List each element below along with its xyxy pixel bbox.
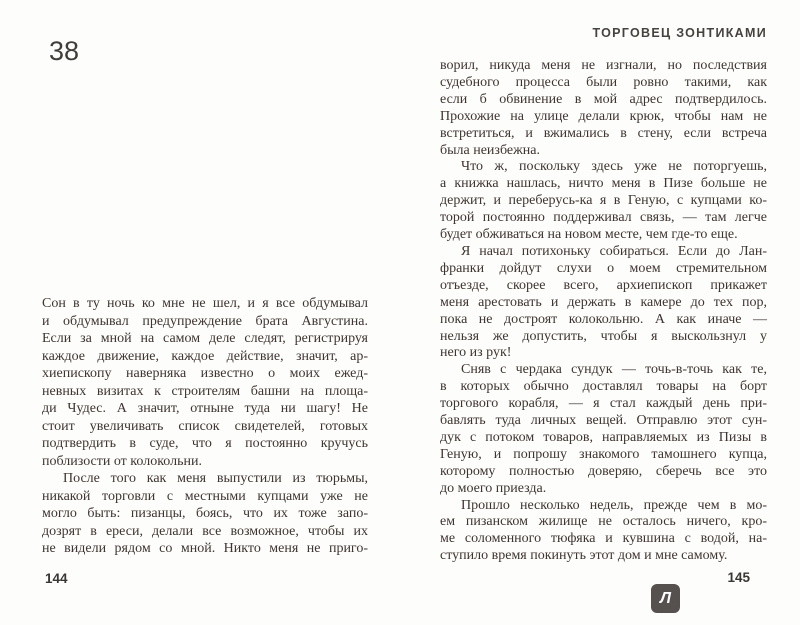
text-line: торой постоянно поддерживал связь, — там легче <box>440 210 767 226</box>
text-line: пока не достроят колокольню. А как иначе — <box>440 311 767 327</box>
text-line: встретиться, и вжимались в стену, если встреча <box>440 125 767 141</box>
text-line: Сняв с чердака сундук — точь-в-точь как те, <box>461 362 767 378</box>
text-line: хиепископу наверняка известно о моих ежед- <box>42 366 368 381</box>
text-line: Прохожие на улице делали крюк, чтобы нам не <box>440 108 767 124</box>
text-line: Я начал потихоньку собираться. Если до Лан- <box>461 243 767 259</box>
text-line: отъезде, скорее всего, архиепископ прикажет <box>440 277 767 293</box>
text-line: Геную, и попрошу знакомого тамошнего купца, <box>440 446 767 462</box>
text-line: держит, и переберусь-ка я в Геную, с купцами ко- <box>440 193 767 209</box>
bookstore-watermark-logo: Л <box>651 584 680 613</box>
text-line: ме соломенного тюфяка и кувшина с водой, на- <box>440 531 767 547</box>
left-page-number: 144 <box>45 571 68 586</box>
text-line: торгового корабля, — я стал каждый день при- <box>440 396 767 412</box>
text-line: стоит увеличивать список свидетелей, готовых <box>42 418 368 434</box>
text-line: будет обживаться на новом месте, чем где-то еще. <box>440 227 738 243</box>
text-line: франки дойдут слухи о моем стремительном <box>440 260 767 276</box>
text-line: могло быть: пизанцы, боясь, что их тоже запо- <box>42 506 368 521</box>
text-line: судебного процесса были ровно такими, как <box>440 74 767 90</box>
text-line: до моего приезда. <box>440 480 547 496</box>
text-line: была неизбежна. <box>440 142 540 158</box>
text-line: в которых обычно доставлял товары на борт <box>440 379 767 395</box>
text-line: бавлять туда личных вещей. Отправлю этот сун- <box>440 413 767 429</box>
text-line: невных визитах к строителям башни на площа- <box>42 383 368 399</box>
text-line: ворил, никуда меня не изгнали, но последствия <box>440 58 767 73</box>
text-line: него из рук! <box>440 345 512 361</box>
left-page-text <box>42 295 368 558</box>
text-line: каждое движение, каждое действие, значит, ар- <box>42 348 368 364</box>
text-line: ди Чудес. А значит, отныне туда ни шагу! Не <box>42 401 368 416</box>
text-line: подтвердить в суде, что я постоянно кручусь <box>42 436 368 451</box>
text-line: которому полностью доверяю, сберечь все это <box>440 463 767 479</box>
text-line: Сон в ту ночь ко мне не шел, и я все обдумывал <box>42 296 368 311</box>
running-head: ТОРГОВЕЦ ЗОНТИКАМИ <box>592 26 767 40</box>
text-line: и обдумывал предупреждение брата Августина. <box>42 313 368 329</box>
text-line: Если за мной на самом деле следят, регистрируя <box>42 331 368 346</box>
text-line: меня арестовать и держать в камере до тех пор, <box>440 294 767 310</box>
text-line: никакой торговли с местными купцами уже не <box>42 488 368 504</box>
text-line: ступило время покинуть этот дом и мне самому. <box>440 548 728 564</box>
text-line: если б обвинение в мой адрес подтвердилось. <box>440 91 767 107</box>
text-line: поблизости от колокольни. <box>42 453 202 469</box>
text-line: дук с потоком товаров, направляемых из Пизы в <box>440 429 767 445</box>
text-line: нельзя же допустить, чтобы я выскользнул у <box>440 328 767 344</box>
text-line: После того как меня выпустили из тюрьмы, <box>63 471 368 486</box>
text-line: дозрят в ереси, делали все возможное, чтобы их <box>42 523 368 539</box>
text-line: а книжка нашлась, ничто меня в Пизе больше не <box>440 176 767 192</box>
chapter-number: 38 <box>49 36 80 66</box>
right-page-number: 145 <box>727 570 750 585</box>
right-page-text <box>440 58 767 565</box>
text-line: Что ж, поскольку здесь уже не поторгуешь, <box>461 159 767 175</box>
text-line: не видели рядом со мной. Никто меня не приго- <box>42 541 368 556</box>
text-line: Прошло несколько недель, прежде чем в мо- <box>461 497 767 513</box>
text-line: ем пизанском жилище не осталось ничего, кро- <box>440 514 767 530</box>
